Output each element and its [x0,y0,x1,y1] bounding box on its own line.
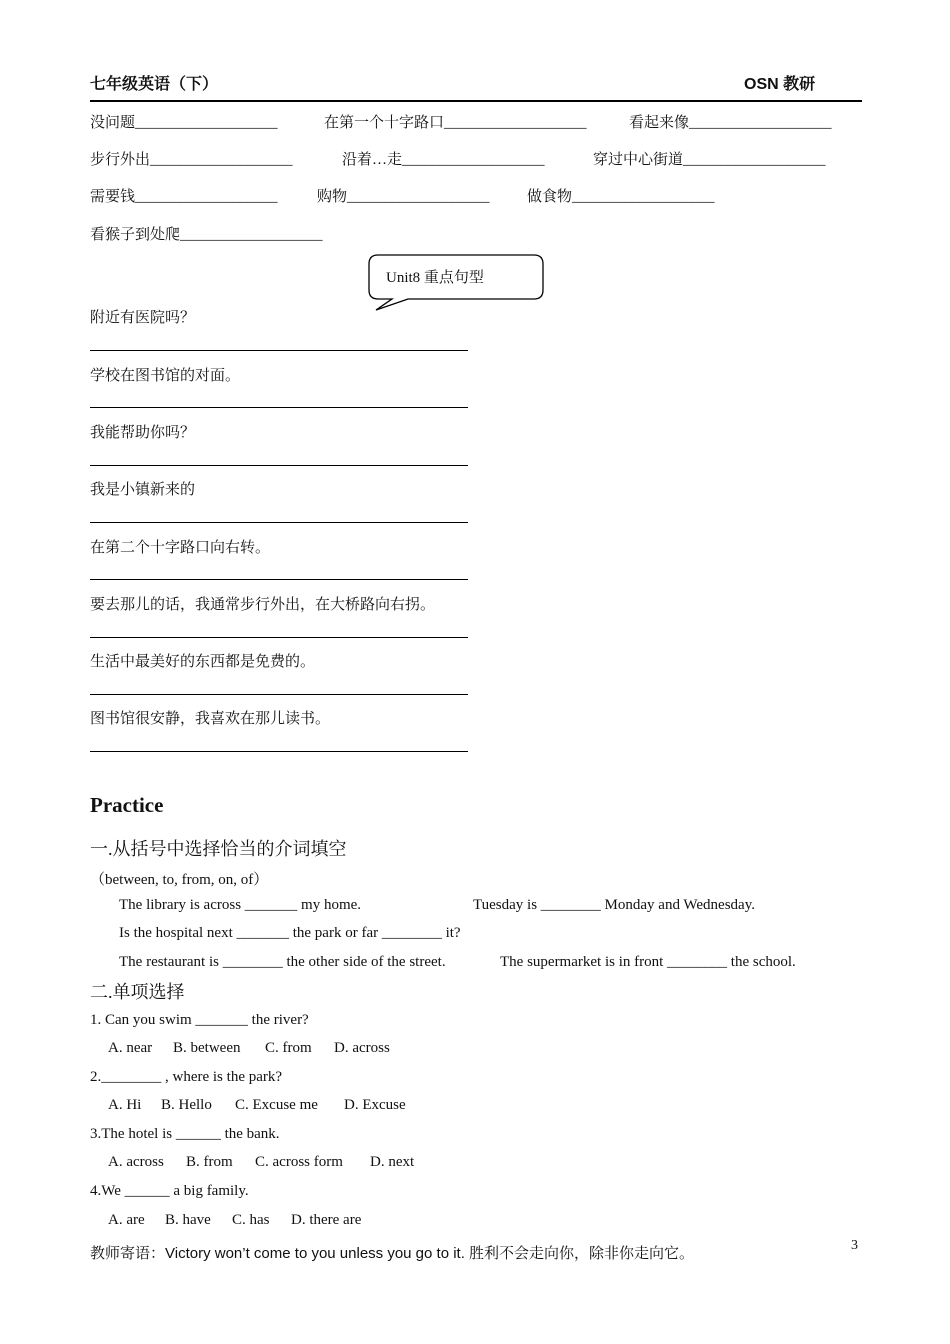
vocab-item: 购物___________________ [317,189,490,205]
part1-options: （between, to, from, on, of） [90,872,269,888]
question-option: C. Excuse me [235,1097,318,1113]
vocab-item: 做食物___________________ [527,189,715,205]
question-option: D. across [334,1040,390,1056]
sentence-prompt: 图书馆很安静，我喜欢在那儿读书。 [90,711,331,727]
fill-item: The supermarket is in front ________ the school. [500,954,796,970]
question-text: 2.________ , where is the park? [90,1069,283,1085]
header-rule [90,100,862,102]
answer-line [90,407,468,408]
bubble-label: Unit8 重点句型 [386,270,484,286]
page-number: 3 [851,1238,858,1253]
answer-line [90,350,468,351]
question-option: D. Excuse [344,1097,406,1113]
vocab-item: 步行外出___________________ [90,152,293,168]
practice-title: Practice [90,793,164,817]
answer-line [90,751,468,752]
fill-item: Is the hospital next _______ the park or far ________ it? [119,925,461,941]
sentence-prompt: 要去那儿的话，我通常步行外出，在大桥路向右拐。 [90,597,436,613]
fill-item: Tuesday is ________ Monday and Wednesday. [473,897,755,913]
question-option: B. between [173,1040,241,1056]
question-option: C. has [232,1212,270,1228]
vocab-item: 看起来像___________________ [629,115,832,131]
answer-line [90,579,468,580]
footer-message: 教师寄语：Victory won’t come to you unless you go to it. 胜利不会走向你，除非你走向它。 [90,1245,695,1262]
question-text: 4.We ______ a big family. [90,1183,249,1199]
question-option: A. Hi [108,1097,142,1113]
question-text: 1. Can you swim _______ the river? [90,1012,309,1028]
answer-line [90,522,468,523]
question-option: A. across [108,1154,164,1170]
part2-title: 二.单项选择 [90,982,185,1002]
question-option: D. next [370,1154,415,1170]
sentence-prompt: 生活中最美好的东西都是免费的。 [90,654,316,670]
fill-item: The restaurant is ________ the other side of the street. [119,954,446,970]
answer-line [90,637,468,638]
sentence-prompt: 在第二个十字路口向右转。 [90,540,271,556]
question-option: D. there are [291,1212,362,1228]
header-right-title: OSN 教研 [744,76,816,93]
sentence-prompt: 附近有医院吗？ [90,310,196,326]
question-option: B. have [165,1212,211,1228]
fill-item: The library is across _______ my home. [119,897,362,913]
vocab-item: 看猴子到处爬___________________ [90,227,323,243]
question-option: C. across form [255,1154,343,1170]
question-option: A. are [108,1212,145,1228]
vocab-item: 沿着…走___________________ [342,152,545,168]
vocab-item: 穿过中心街道___________________ [593,152,826,168]
vocab-item: 需要钱___________________ [90,189,278,205]
vocab-item: 在第一个十字路口___________________ [324,115,587,131]
question-option: A. near [108,1040,153,1056]
sentence-prompt: 我是小镇新来的 [90,482,196,498]
answer-line [90,465,468,466]
answer-line [90,694,468,695]
question-option: C. from [265,1040,312,1056]
header-left-title: 七年级英语（下） [90,76,219,93]
question-text: 3.The hotel is ______ the bank. [90,1126,280,1142]
sentence-prompt: 我能帮助你吗？ [90,425,196,441]
question-option: B. Hello [161,1097,212,1113]
vocab-item: 没问题___________________ [90,115,278,131]
sentence-prompt: 学校在图书馆的对面。 [90,368,241,384]
question-option: B. from [186,1154,233,1170]
part1-title: 一.从括号中选择恰当的介词填空 [90,839,347,859]
